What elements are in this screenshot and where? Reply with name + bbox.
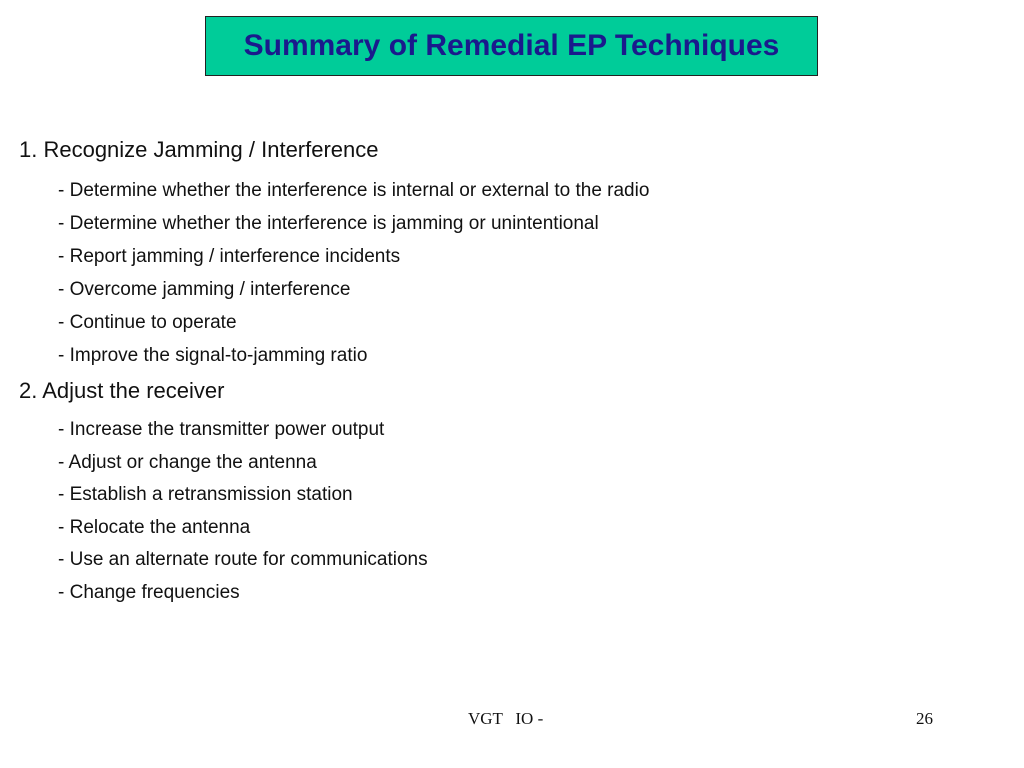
list-item: - Improve the signal-to-jamming ratio bbox=[58, 345, 368, 366]
list-item: - Determine whether the interference is jamming or unintentional bbox=[58, 213, 599, 234]
list-item: - Use an alternate route for communications bbox=[58, 549, 428, 570]
list-item: - Establish a retransmission station bbox=[58, 484, 353, 505]
section-heading-recognize: 1. Recognize Jamming / Interference bbox=[19, 137, 379, 162]
list-item: - Report jamming / interference incidents bbox=[58, 246, 401, 267]
list-item: - Continue to operate bbox=[58, 312, 237, 333]
list-item: - Change frequencies bbox=[58, 582, 240, 603]
title-box bbox=[205, 16, 818, 76]
section-heading-adjust: 2. Adjust the receiver bbox=[19, 378, 225, 403]
footer-label: VGT IO - bbox=[468, 709, 544, 728]
list-item: - Relocate the antenna bbox=[58, 517, 251, 538]
list-item: - Increase the transmitter power output bbox=[58, 419, 385, 440]
slide-title: Summary of Remedial EP Techniques bbox=[243, 29, 780, 62]
list-item: - Determine whether the interference is internal or external to the radio bbox=[58, 180, 650, 201]
list-item: - Overcome jamming / interference bbox=[58, 279, 351, 300]
list-item: - Adjust or change the antenna bbox=[58, 452, 317, 473]
page-number: 26 bbox=[916, 709, 933, 728]
